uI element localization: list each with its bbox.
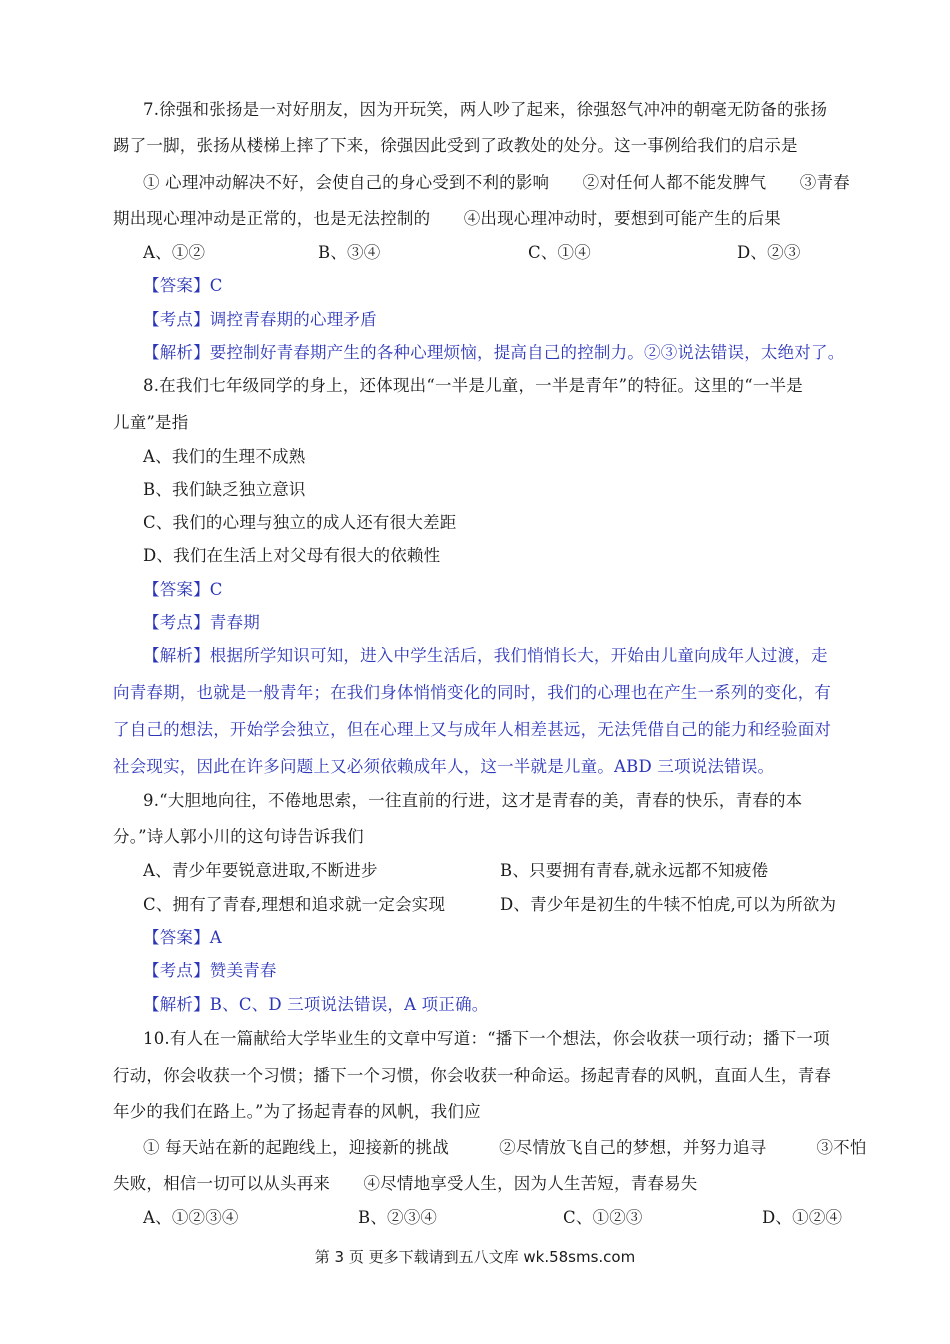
q9-stem-line-2: 分。”诗人郭小川的这句诗告诉我们: [113, 827, 364, 846]
q10-statement-line-2: 失败，相信一切可以从头再来 ④尽情地享受人生，因为人生苦短，青春易失: [113, 1174, 698, 1193]
q9-stem-line-1: 9.“大胆地向往，不倦地思索，一往直前的行进，这才是青春的美，青春的快乐，青春的本: [143, 791, 803, 810]
q9-analysis: 【解析】B、C、D 三项说法错误，A 项正确。: [143, 995, 489, 1014]
q8-analysis-line-1: 【解析】根据所学知识可知，进入中学生活后，我们悄悄长大，开始由儿童向成年人过渡，走: [143, 646, 828, 665]
q10-stem-line-3: 年少的我们在路上。”为了扬起青春的风帆，我们应: [113, 1102, 481, 1121]
q8-option-a: A、我们的生理不成熟: [143, 447, 306, 466]
q8-option-c: C、我们的心理与独立的成人还有很大差距: [143, 513, 457, 532]
q7-answer: 【答案】C: [143, 276, 223, 295]
q9-option-a: A、青少年要锐意进取,不断进步: [143, 861, 378, 880]
q7-statement-line-1: ① 心理冲动解决不好，会使自己的身心受到不利的影响 ②对任何人都不能发脾气 ③青春: [143, 173, 850, 192]
q8-point: 【考点】青春期: [143, 613, 260, 632]
q8-analysis-line-4: 社会现实，因此在许多问题上又必须依赖成年人，这一半就是儿童。ABD 三项说法错误。: [113, 757, 775, 776]
q7-stem-line-2: 踢了一脚，张扬从楼梯上摔了下来，徐强因此受到了政教处的处分。这一事例给我们的启示是: [113, 136, 798, 155]
q8-option-b: B、我们缺乏独立意识: [143, 480, 306, 499]
q9-answer: 【答案】A: [143, 928, 222, 947]
q7-option-d: D、②③: [737, 243, 801, 262]
q8-answer: 【答案】C: [143, 580, 223, 599]
q7-option-a: A、①②: [143, 243, 206, 262]
q9-option-b: B、只要拥有青春,就永远都不知疲倦: [500, 861, 769, 880]
q10-stem-line-2: 行动，你会收获一个习惯；播下一个习惯，你会收获一种命运。扬起青春的风帆，直面人生，青春: [113, 1066, 832, 1085]
q7-statement-line-2: 期出现心理冲动是正常的，也是无法控制的 ④出现心理冲动时，要想到可能产生的后果: [113, 209, 781, 228]
q10-option-c: C、①②③: [563, 1208, 643, 1227]
q7-stem-line-1: 7.徐强和张扬是一对好朋友，因为开玩笑，两人吵了起来，徐强怒气冲冲的朝毫无防备的张扬: [143, 100, 828, 119]
q7-point: 【考点】调控青春期的心理矛盾: [143, 310, 377, 329]
q9-option-c: C、拥有了青春,理想和追求就一定会实现: [143, 895, 446, 914]
q8-stem-line-2: 儿童”是指: [113, 413, 189, 432]
q8-analysis-line-3: 了自己的想法，开始学会独立，但在心理上又与成年人相差甚远，无法凭借自己的能力和经验面对: [113, 720, 832, 739]
q10-option-a: A、①②③④: [143, 1208, 239, 1227]
q10-stem-line-1: 10.有人在一篇献给大学毕业生的文章中写道：“播下一个想法，你会收获一项行动；播下一项: [143, 1029, 830, 1048]
q10-option-d: D、①②④: [762, 1208, 843, 1227]
q7-options: [0, 238, 950, 268]
q10-statement-line-1: ① 每天站在新的起跑线上，迎接新的挑战 ②尽情放飞自己的梦想，并努力追寻 ③不怕: [143, 1138, 867, 1157]
q9-options-row-1: [0, 856, 950, 886]
q9-options-row-2: [0, 890, 950, 920]
q9-option-d: D、青少年是初生的牛犊不怕虎,可以为所欲为: [500, 895, 837, 914]
q8-analysis-line-2: 向青春期，也就是一般青年；在我们身体悄悄变化的同时，我们的心理也在产生一系列的变化，有: [113, 683, 832, 702]
q7-analysis: 【解析】要控制好青春期产生的各种心理烦恼，提高自己的控制力。②③说法错误，太绝对了。: [143, 343, 845, 362]
q7-option-c: C、①④: [528, 243, 591, 262]
q9-point: 【考点】赞美青春: [143, 961, 277, 980]
page-footer: 第 3 页 更多下载请到五八文库 wk.58sms.com: [314, 1248, 636, 1266]
q7-option-b: B、③④: [318, 243, 381, 262]
q8-stem-line-1: 8.在我们七年级同学的身上，还体现出“一半是儿童，一半是青年”的特征。这里的“一半是: [143, 376, 803, 395]
q8-option-d: D、我们在生活上对父母有很大的依赖性: [143, 546, 441, 565]
q10-options: [0, 1203, 950, 1233]
q10-option-b: B、②③④: [358, 1208, 438, 1227]
